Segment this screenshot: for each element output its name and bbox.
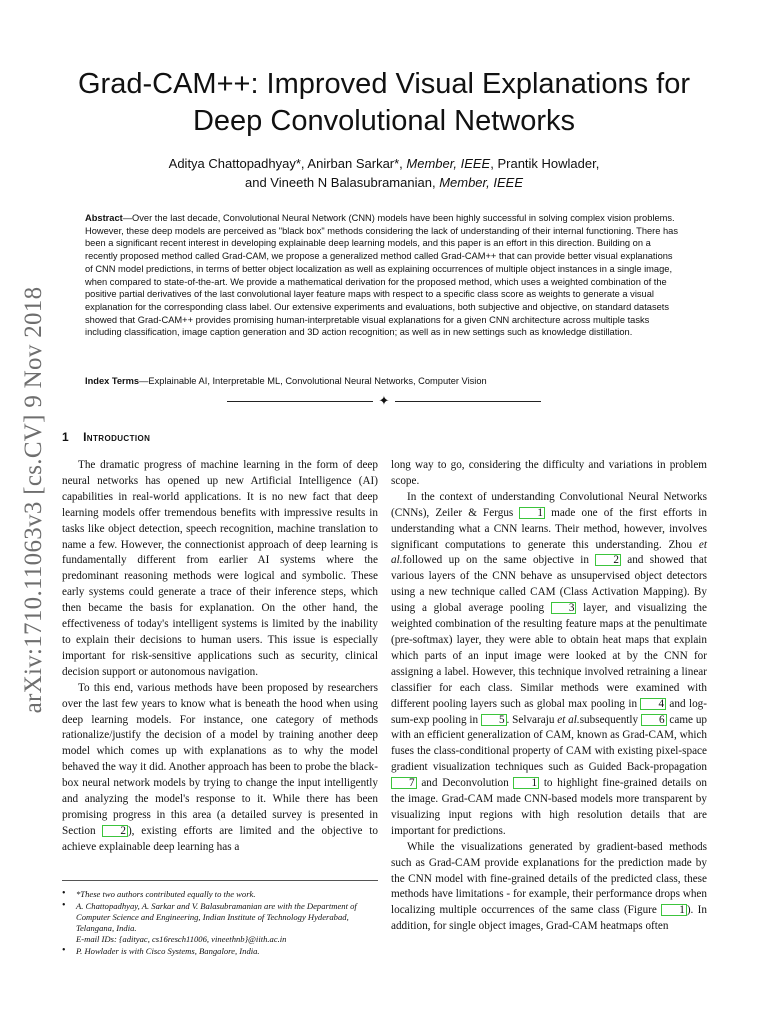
- citation-link[interactable]: 4: [640, 698, 666, 710]
- paragraph: The dramatic progress of machine learning in the form of deep neural networks has opened up new Artificial Intelligence (AI) capabilities in real-world applications. It is no new fact that deep learning models offer tremendous benefits with impressive results in tasks like object detection, speech recognition, machine translation to name a few. However, the connectionist approach of deep learning is fundamentally different from earlier AI systems where the predominant reasoning methods were logical and symbolic. These early systems could generate a trace of their inference steps, which then became the basis for explanation. On the other hand, the effectiveness of today's intelligent systems is limited by the inability to explain their decisions to human users. This issue is especially important for risk-sensitive applications such as security, clinical decision support or autonomous navigation.: [62, 459, 378, 678]
- paragraph: long way to go, considering the difficulty and variations in problem scope.: [391, 459, 707, 487]
- citation-link[interactable]: 6: [641, 714, 667, 726]
- arxiv-sidebar-stamp: [14, 250, 54, 750]
- figure-reference-link[interactable]: 1: [661, 904, 687, 916]
- title-line-1: Grad-CAM++: Improved Visual Explanations for: [78, 68, 690, 100]
- paragraph-text: ), existing efforts are limited and the objective to achieve explainable deep learning has a: [62, 824, 378, 853]
- paragraph-text: to highlight fine-grained details on the image. Grad-CAM made CNN-based models more transparent by visualizing input regions with high resolution details that are important for predictions.: [391, 777, 707, 837]
- section-number: 1: [62, 430, 70, 444]
- paragraph-text: came up with an efficient generalization of CAM, known as Grad-CAM, which fuses the class-conditional property of CAM with existing pixel-space gradient visualization techniques such as Guided Back-propagation: [391, 713, 708, 774]
- index-terms-label: Index Terms: [85, 376, 140, 386]
- section-title: Introduction: [83, 430, 151, 444]
- citation-link[interactable]: 5: [481, 714, 507, 726]
- footnote-text: A. Chattopadhyay, A. Sarkar and V. Balasubramanian are with the Department of Computer Science and Engineering, Indian Institute of Technology Hyderabad, Telangana, India.: [76, 900, 357, 933]
- paragraph-text: made one of the first efforts in understanding what a CNN learns. Their method, however, involves significant computations to generate this understanding. Zhou: [391, 506, 707, 551]
- paragraph-text: . Selvaraju: [506, 713, 558, 726]
- paragraph: [62, 681, 378, 856]
- abstract-text: —Over the last decade, Convolutional Neural Network (CNN) models have been highly successful in solving complex vision problems. However, these deep models are perceived as "black box" methods considering the lack of understanding of their internal functioning. There has been a significant recent interest in developing explainable deep learning models, and this paper is an effort in this direction. Building on a recently proposed method called Grad-CAM, we propose a generalized method called Grad-CAM++ that can provide better visual explanations of CNN model predictions, in terms of better object localization as well as explaining occurrences of multiple object instances in a single image, when compared to state-of-the-art. We provide a mathematical derivation for the proposed method, which uses a weighted combination of the positive partial derivatives of the last convolutional layer feature maps with respect to a specific class score as weights to generate a visual explanation for the corresponding class label. Our extensive experiments and evaluations, both subjective and objective, on standard datasets showed that Grad-CAM++ provides promising human-interpretable visual explanations for a given CNN architecture across multiple tasks including classification, image caption generation and 3D action recognition; as well as in new settings such as knowledge distillation.: [85, 213, 678, 338]
- abstract: [85, 212, 679, 339]
- section-heading-introduction: [62, 430, 150, 444]
- paper-title: [40, 66, 728, 140]
- paragraph-text: To this end, various methods have been proposed by researchers over the last few years to know what is beneath the hood when using deep learning models. For instance, one category of methods rationalize/justify the decision of a model by training another deep model which comes up with explanations as to why the model behaved the way it did. Another approach has been to probe the black-box neural network models by trying to change the input intelligently and analyzing the model's response to it. While there has been promising progress in this area (a detailed survey is presented in Section: [62, 681, 378, 837]
- paragraph-text: and log-sum-exp pooling in: [391, 697, 707, 726]
- footnote-item: • *These two authors contributed equally to the work.: [76, 889, 378, 900]
- divider-ornament-icon: ✦: [378, 393, 390, 408]
- footnotes: [62, 880, 378, 957]
- citation-link[interactable]: 2: [595, 554, 621, 566]
- footnote-email: E-mail IDs: {adityac, cs16resch11006, vineethnb}@iith.ac.in: [76, 933, 287, 944]
- citation-link[interactable]: 3: [551, 602, 577, 614]
- right-column: [391, 458, 707, 935]
- divider-line-left: [227, 401, 373, 402]
- index-terms: [85, 375, 679, 388]
- citation-link[interactable]: 1: [513, 777, 539, 789]
- et-al: et al.: [391, 538, 707, 567]
- et-al: et al.: [557, 713, 580, 726]
- paragraph: [391, 490, 707, 840]
- arxiv-identifier: arXiv:1710.11063v3 [cs.CV] 9 Nov 2018: [20, 286, 47, 714]
- paragraph-text: In the context of understanding Convolutional Neural Networks (CNNs), Zeiler & Fergus: [391, 490, 707, 519]
- left-column: [62, 458, 378, 856]
- paragraph: [391, 840, 707, 935]
- paragraph-text: ). In addition, for single object images, Grad-CAM heatmaps often: [391, 904, 707, 933]
- paragraph-text: subsequently: [579, 713, 641, 726]
- author-list: [40, 154, 728, 192]
- paragraph-text: and Deconvolution: [416, 777, 514, 790]
- abstract-label: Abstract: [85, 213, 123, 223]
- authors-text: and Vineeth N Balasubramanian,: [245, 175, 436, 190]
- footnote-item: [76, 901, 378, 945]
- footnote-item: • P. Howlader is with Cisco Systems, Bangalore, India.: [76, 946, 378, 957]
- citation-link[interactable]: 7: [391, 777, 417, 789]
- authors-text: , Prantik Howlader,: [490, 156, 600, 171]
- index-terms-text: —Explainable AI, Interpretable ML, Convolutional Neural Networks, Computer Vision: [139, 376, 487, 386]
- author-role: Member, IEEE: [439, 175, 523, 190]
- author-role: Member, IEEE: [406, 156, 491, 171]
- section-reference-link[interactable]: 2: [102, 825, 128, 837]
- paragraph-text: While the visualizations generated by gradient-based methods such as Grad-CAM provide explanations for the prediction made by the CNN model with fine-grained details of the predicted class, these methods have limitations - for example, their performance drops when localizing multiple occurrences of the same class (Figure: [391, 840, 707, 917]
- paragraph-text: and showed that various layers of the CNN behave as unsupervised object detectors using a new technique called CAM (Class Activation Mapping). By using a global average pooling: [391, 554, 707, 615]
- title-line-2: Deep Convolutional Networks: [192, 105, 576, 137]
- citation-link[interactable]: 1: [519, 507, 545, 519]
- section-divider: [227, 393, 541, 408]
- authors-text: Aditya Chattopadhyay*, Anirban Sarkar*,: [168, 156, 403, 171]
- divider-line-right: [395, 401, 541, 402]
- paragraph-text: layer, and visualizing the weighted combination of the resulting feature maps at the penultimate (pre-softmax) layer, they were able to obtain heat maps that explain which parts of an input image were looked at by the CNN for assigning a label. However, this technique involved retraining a linear classifier for each class. Similar methods were examined with different pooling layers such as global max pooling in: [391, 602, 707, 710]
- paragraph-text: followed up on the same objective in: [402, 554, 596, 567]
